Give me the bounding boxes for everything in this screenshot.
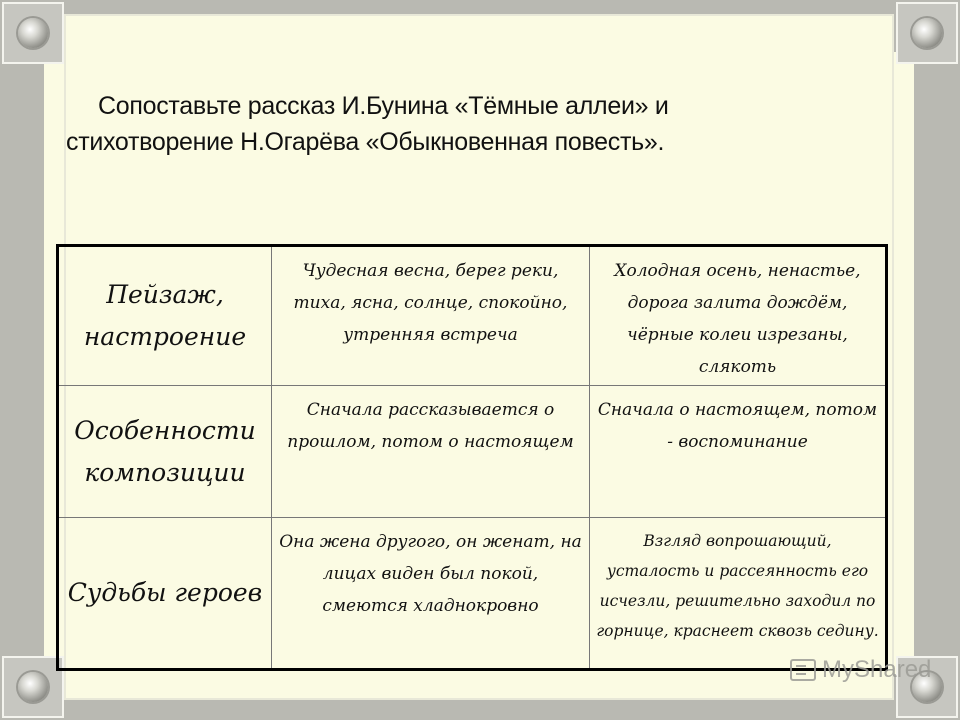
- comparison-table: [56, 244, 888, 671]
- rivet-icon: [912, 18, 942, 48]
- title-line-1: Сопоставьте рассказ И.Бунина «Тёмные аллеи» и: [98, 92, 669, 120]
- bunin-cell: Она жена другого, он женат, на лицах виден был покой, смеются хладнокровно: [272, 518, 590, 670]
- presentation-icon: [790, 659, 816, 681]
- bunin-cell: Чудесная весна, берег реки, тиха, ясна, солнце, спокойно, утренняя встреча: [272, 246, 590, 386]
- table-row: [58, 246, 887, 386]
- rivet-icon: [18, 18, 48, 48]
- watermark-text: MyShared: [822, 656, 932, 683]
- row-header: Особенности композиции: [58, 386, 272, 518]
- watermark: [790, 656, 931, 684]
- slide-title: [66, 88, 802, 160]
- ogarev-cell: Холодная осень, ненастье, дорога залита дождём, чёрные колеи изрезаны, слякоть: [590, 246, 887, 386]
- row-header: Пейзаж, настроение: [58, 246, 272, 386]
- corner-rivet-top-right: [896, 2, 958, 64]
- ogarev-cell: Сначала о настоящем, потом - воспоминание: [590, 386, 887, 518]
- rivet-icon: [18, 672, 48, 702]
- table-row: [58, 518, 887, 670]
- table-row: [58, 386, 887, 518]
- corner-rivet-top-left: [2, 2, 64, 64]
- bunin-cell: Сначала рассказывается о прошлом, потом о настоящем: [272, 386, 590, 518]
- title-line-2: стихотворение Н.Огарёва «Обыкновенная повесть».: [66, 128, 665, 156]
- frame-left: [0, 0, 44, 720]
- frame-right: [914, 0, 960, 720]
- row-header: Судьбы героев: [58, 518, 272, 670]
- corner-rivet-bottom-left: [2, 656, 64, 718]
- ogarev-cell: Взгляд вопрошающий, усталость и рассеянность его исчезли, решительно заходил по горнице, краснеет сквозь седину.: [590, 518, 887, 670]
